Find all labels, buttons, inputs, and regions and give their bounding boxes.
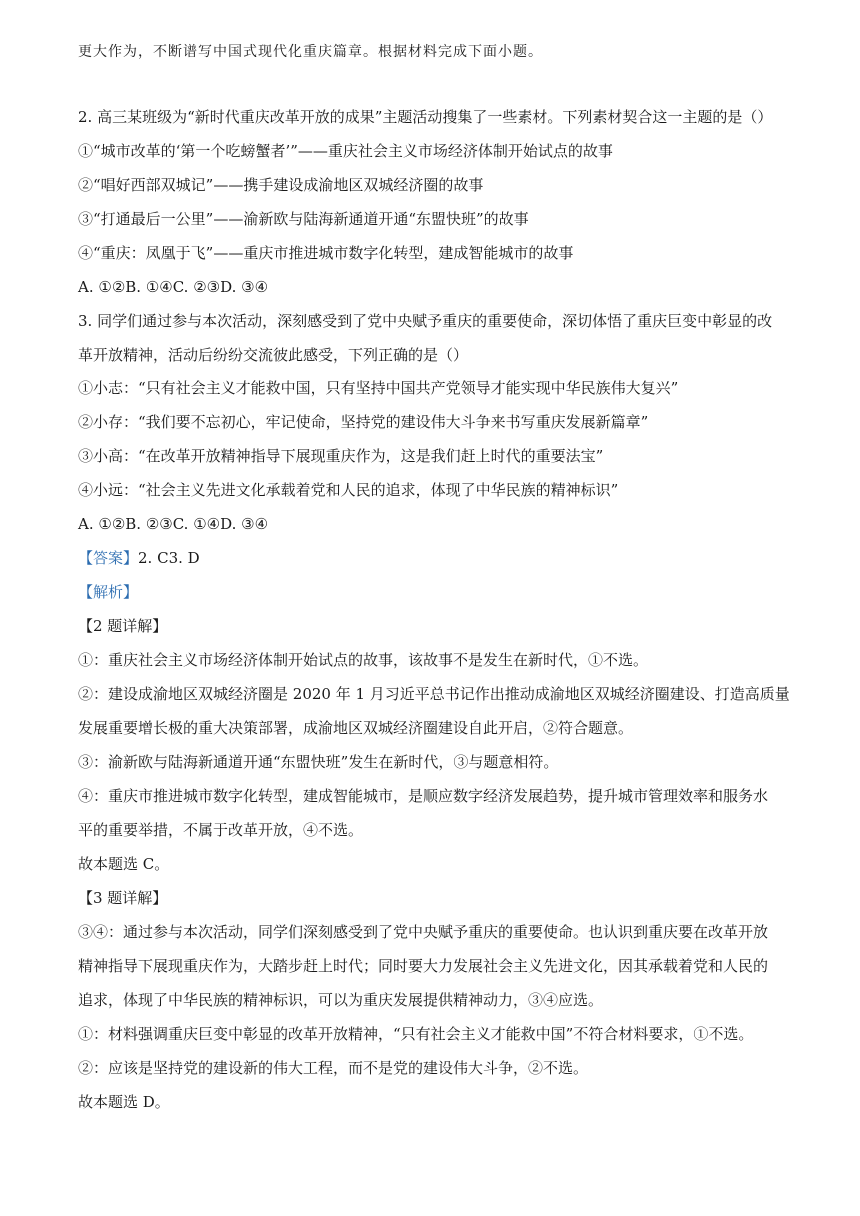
- q2-item-1: ①“城市改革的‘第一个吃螃蟹者’”——重庆社会主义市场经济体制开始试点的故事: [78, 142, 613, 160]
- q3-item-3: ③小高：“在改革开放精神指导下展现重庆作为，这是我们赶上时代的重要法宝”: [78, 447, 604, 465]
- q2-item-4: ④“重庆：凤凰于飞”——重庆市推进城市数字化转型，建成智能城市的故事: [78, 244, 574, 262]
- q2-stem: 2. 高三某班级为“新时代重庆改革开放的成果”主题活动搜集了一些素材。下列素材契合这一主题的是（）: [78, 108, 773, 126]
- intro-text: 更大作为，不断谱写中国式现代化重庆篇章。根据材料完成下面小题。: [78, 44, 543, 60]
- analysis-label: 【解析】: [78, 583, 139, 601]
- detail3-line-1: ③④：通过参与本次活动，同学们深刻感受到了党中央赋予重庆的重要使命。也认识到重庆要在改革开放: [78, 923, 769, 941]
- q2-options: A. ①②B. ①④C. ②③D. ③④: [78, 278, 269, 296]
- detail2-heading: 【2 题详解】: [78, 617, 168, 635]
- q3-item-2: ②小存：“我们要不忘初心，牢记使命，坚持党的建设伟大斗争来书写重庆发展新篇章”: [78, 413, 649, 431]
- q3-item-4: ④小远：“社会主义先进文化承载着党和人民的追求，体现了中华民族的精神标识”: [78, 481, 619, 499]
- detail2-line-3: 发展重要增长极的重大决策部署，成渝地区双城经济圈建设自此开启，②符合题意。: [78, 719, 634, 737]
- q2-item-3: ③“打通最后一公里”——渝新欧与陆海新通道开通“东盟快班”的故事: [78, 210, 529, 228]
- answer-label: 【答案】: [78, 549, 139, 567]
- detail3-conclusion: 故本题选 D。: [78, 1093, 170, 1111]
- q3-item-1: ①小志：“只有社会主义才能救中国，只有坚持中国共产党领导才能实现中华民族伟大复兴”: [78, 379, 679, 397]
- q2-item-2: ②“唱好西部双城记”——携手建设成渝地区双城经济圈的故事: [78, 176, 484, 194]
- q3-options: A. ①②B. ②③C. ①④D. ③④: [78, 515, 269, 533]
- q3-stem-line-2: 革开放精神，活动后纷纷交流彼此感受，下列正确的是（）: [78, 346, 469, 364]
- detail2-conclusion: 故本题选 C。: [78, 855, 170, 873]
- detail2-line-5: ④：重庆市推进城市数字化转型，建成智能城市，是顺应数字经济发展趋势，提升城市管理效率和服务水: [78, 787, 769, 805]
- q3-stem-line-1: 3. 同学们通过参与本次活动，深刻感受到了党中央赋予重庆的重要使命，深切体悟了重庆巨变中彰显的改: [78, 312, 773, 330]
- detail2-line-2: ②：建设成渝地区双城经济圈是 2020 年 1 月习近平总书记作出推动成渝地区双城经济圈建设、打造高质量: [78, 685, 790, 703]
- answer-line: [78, 548, 790, 568]
- detail2-line-4: ③：渝新欧与陆海新通道开通“东盟快班”发生在新时代，③与题意相符。: [78, 753, 559, 771]
- detail3-line-3: 追求，体现了中华民族的精神标识，可以为重庆发展提供精神动力，③④应选。: [78, 991, 604, 1009]
- detail2-line-6: 平的重要举措，不属于改革开放，④不选。: [78, 821, 364, 839]
- detail3-line-5: ②：应该是坚持党的建设新的伟大工程，而不是党的建设伟大斗争，②不选。: [78, 1059, 589, 1077]
- detail3-line-4: ①：材料强调重庆巨变中彰显的改革开放精神，“只有社会主义才能救中国”不符合材料要求，①不选。: [78, 1025, 754, 1043]
- detail2-line-1: ①：重庆社会主义市场经济体制开始试点的故事，该故事不是发生在新时代，①不选。: [78, 651, 649, 669]
- detail3-line-2: 精神指导下展现重庆作为，大踏步赶上时代；同时要大力发展社会主义先进文化，因其承载着党和人民的: [78, 957, 769, 975]
- detail3-heading: 【3 题详解】: [78, 889, 168, 907]
- answer-text: 2. C3. D: [138, 549, 200, 567]
